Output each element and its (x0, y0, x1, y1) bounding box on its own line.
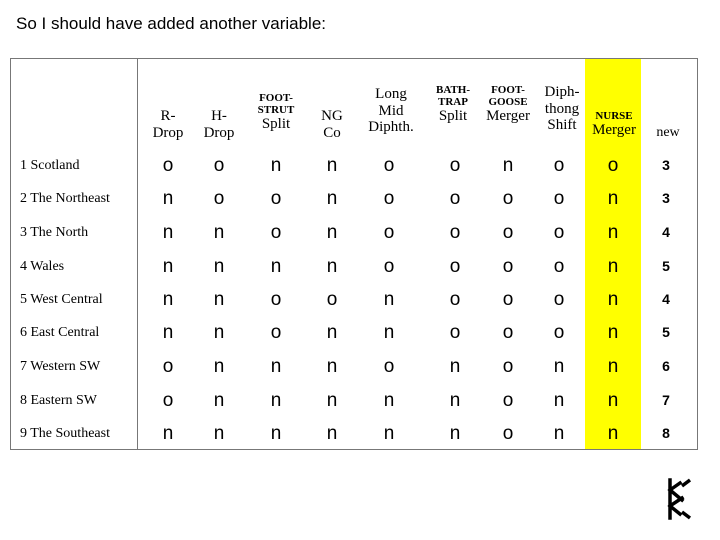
table-cell: o (502, 289, 514, 310)
column-header-line: FOOT- (491, 84, 525, 96)
table-cell: n (162, 222, 174, 243)
table-cell: o (502, 256, 514, 277)
table-cell: n (607, 356, 619, 377)
new-count-cell: 3 (662, 157, 670, 173)
table-cell: n (270, 423, 282, 444)
column-header-line: Co (323, 124, 341, 141)
table-cell: n (326, 188, 338, 209)
column-header-line: Merger (486, 108, 530, 125)
table-cell: o (449, 155, 461, 176)
column-header-line: R- (160, 108, 176, 124)
column-header-line: STRUT (257, 104, 295, 117)
table-cell: n (449, 356, 461, 377)
table-cell: n (383, 322, 395, 343)
region-label: 8 Eastern SW (20, 393, 97, 408)
table-cell: o (270, 222, 282, 243)
table-cell: n (607, 390, 619, 411)
table-cell: n (326, 256, 338, 277)
table-cell: n (326, 322, 338, 343)
table-cell: n (449, 390, 461, 411)
table-cell: o (383, 356, 395, 377)
table-cell: o (553, 256, 565, 277)
column-header-line: Split (261, 116, 291, 133)
table-cell: n (213, 423, 225, 444)
table-row (0, 316, 688, 349)
table-row (0, 182, 688, 215)
column-header-line: BATH- (435, 84, 471, 96)
column-header-line: Merger (592, 122, 636, 139)
table-cell: n (270, 155, 282, 176)
table-cell: n (213, 222, 225, 243)
table-cell: o (162, 155, 174, 176)
table-row (0, 350, 688, 383)
table-cell: n (213, 322, 225, 343)
column-header (586, 110, 642, 139)
new-count-cell: 4 (662, 291, 670, 307)
table-cell: o (553, 155, 565, 176)
table-cell: o (449, 289, 461, 310)
column-header-line: Diphth. (368, 119, 414, 135)
table-cell: o (449, 222, 461, 243)
column-header-line: NG (321, 108, 343, 124)
table-cell: o (383, 256, 395, 277)
table-cell: o (326, 289, 338, 310)
new-count-cell: 3 (662, 190, 670, 206)
table-cell: o (383, 155, 395, 176)
column-header-line: GOOSE (488, 96, 528, 109)
table-cell: o (502, 322, 514, 343)
column-header-line: TRAP (438, 96, 468, 109)
column-header (140, 108, 196, 141)
new-count-cell: 5 (662, 258, 670, 274)
table-cell: o (502, 390, 514, 411)
column-header-line: Drop (203, 124, 235, 141)
table-cell: o (449, 322, 461, 343)
table-row (0, 216, 688, 249)
column-header-line: FOOT- (259, 92, 293, 104)
table-cell: o (162, 356, 174, 377)
region-label: 6 East Central (20, 325, 100, 340)
table-cell: n (162, 256, 174, 277)
table-cell: o (553, 322, 565, 343)
slide-title: So I should have added another variable: (16, 14, 327, 33)
column-header-line: Mid (378, 102, 404, 119)
table-cell: n (162, 289, 174, 310)
table-row (0, 384, 688, 417)
table-cell: o (553, 222, 565, 243)
region-label: 4 Wales (20, 259, 65, 274)
runic-logo-icon (666, 478, 696, 520)
column-header (306, 108, 358, 141)
table-cell: n (383, 289, 395, 310)
column-header (360, 86, 422, 136)
column-header-line: NURSE (595, 110, 633, 122)
region-label: 5 West Central (20, 292, 103, 307)
table-cell: n (607, 289, 619, 310)
table-cell: n (162, 322, 174, 343)
table-cell: o (502, 423, 514, 444)
new-count-cell: 4 (662, 224, 670, 240)
column-header-line: Long (375, 86, 407, 102)
table-cell: o (383, 222, 395, 243)
table-cell: n (213, 256, 225, 277)
column-header-line: Shift (547, 117, 577, 133)
table-cell: n (213, 390, 225, 411)
table-cell: n (607, 322, 619, 343)
new-count-cell: 6 (662, 358, 670, 374)
table-cell: o (213, 155, 225, 176)
new-count-cell: 7 (662, 392, 670, 408)
table-cell: n (326, 222, 338, 243)
table-cell: o (502, 356, 514, 377)
column-header (534, 84, 590, 134)
table-cell: o (502, 222, 514, 243)
table-cell: n (553, 423, 565, 444)
table-cell: n (326, 423, 338, 444)
table-cell: n (270, 390, 282, 411)
table-cell: n (607, 222, 619, 243)
table-cell: n (162, 423, 174, 444)
table-row (0, 283, 688, 316)
table-cell: o (270, 188, 282, 209)
column-header-line: thong (544, 100, 580, 117)
table-cell: n (270, 356, 282, 377)
table-cell: o (383, 188, 395, 209)
table-cell: o (162, 390, 174, 411)
column-header-line: new (656, 125, 680, 140)
table-cell: o (449, 256, 461, 277)
new-count-cell: 5 (662, 324, 670, 340)
table-cell: o (213, 188, 225, 209)
region-label: 3 The North (20, 225, 89, 240)
column-header (648, 125, 688, 140)
table-cell: n (213, 289, 225, 310)
table-row (0, 417, 688, 450)
column-header (426, 84, 480, 125)
table-cell: o (270, 322, 282, 343)
table-cell: n (383, 390, 395, 411)
table-cell: o (553, 289, 565, 310)
region-label: 9 The Southeast (20, 426, 110, 441)
table-cell: o (449, 188, 461, 209)
table-cell: n (449, 423, 461, 444)
table-cell: n (326, 356, 338, 377)
table-cell: n (607, 188, 619, 209)
table-cell: n (326, 390, 338, 411)
table-cell: n (270, 256, 282, 277)
new-count-cell: 8 (662, 425, 670, 441)
table-cell: n (213, 356, 225, 377)
table-cell: o (553, 188, 565, 209)
table-cell: n (383, 423, 395, 444)
table-cell: n (607, 423, 619, 444)
table-row (0, 250, 688, 283)
column-header-line: Drop (152, 124, 184, 141)
column-header-line: Split (438, 108, 468, 125)
region-label: 2 The Northeast (20, 191, 110, 206)
column-header (480, 84, 536, 125)
column-header-line: H- (211, 108, 227, 124)
table-cell: n (607, 256, 619, 277)
table-cell: o (607, 155, 619, 176)
table-cell: n (553, 390, 565, 411)
table-cell: o (270, 289, 282, 310)
table-cell: n (326, 155, 338, 176)
table-cell: o (502, 188, 514, 209)
table-cell: n (502, 155, 514, 176)
column-header (192, 108, 246, 141)
column-header-line: Diph- (544, 84, 580, 100)
region-label: 1 Scotland (20, 158, 80, 173)
table-cell: n (553, 356, 565, 377)
table-row (0, 149, 688, 182)
table-cell: n (162, 188, 174, 209)
region-label: 7 Western SW (20, 359, 101, 374)
column-header (248, 92, 304, 133)
